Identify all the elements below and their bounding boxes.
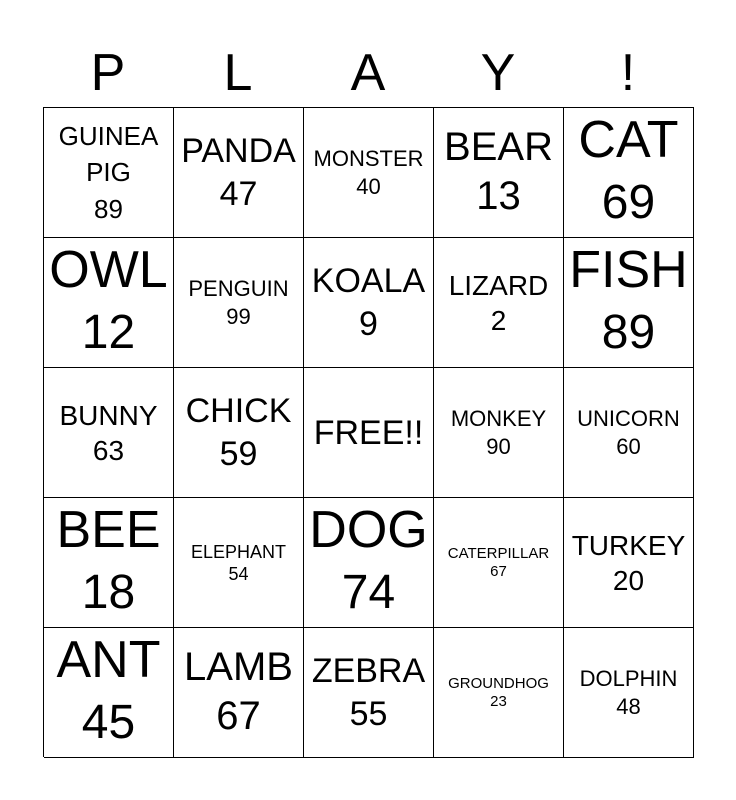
cell-animal: ZEBRA [311, 651, 426, 690]
bingo-cell[interactable] [44, 498, 174, 628]
cell-animal: LAMB [184, 644, 293, 689]
cell-animal: BEAR [444, 124, 553, 169]
bingo-cell[interactable] [174, 368, 304, 498]
cell-animal: PANDA [181, 131, 296, 170]
cell-number: 74 [341, 565, 396, 619]
cell-animal: BUNNY [59, 399, 158, 431]
cell-number: 99 [226, 303, 251, 329]
cell-number: 48 [616, 693, 641, 719]
bingo-cell[interactable] [564, 628, 694, 758]
cell-number: 23 [490, 692, 507, 710]
bingo-cell[interactable] [174, 238, 304, 368]
bingo-cell[interactable] [564, 498, 694, 628]
header-letter-a: A [350, 44, 386, 102]
bingo-cell[interactable] [564, 108, 694, 238]
header-letter-p: P [90, 44, 126, 102]
cell-number: 2 [490, 304, 507, 336]
header-letter-exclamation: ! [620, 44, 636, 102]
cell-animal: GROUNDHOG [448, 674, 549, 692]
cell-number: 67 [490, 562, 507, 580]
cell-animal: BEE [56, 500, 161, 559]
bingo-cell[interactable] [564, 238, 694, 368]
cell-number: 90 [486, 433, 511, 459]
cell-number: 89 [94, 193, 123, 224]
bingo-board [43, 107, 694, 757]
bingo-cell[interactable] [304, 628, 434, 758]
bingo-cell[interactable] [304, 238, 434, 368]
cell-number: 69 [601, 175, 656, 229]
header-letter-y: Y [480, 44, 516, 102]
cell-animal: CHICK [185, 391, 292, 430]
cell-animal: DOG [309, 500, 428, 559]
cell-animal: CAT [578, 110, 679, 169]
cell-animal: MONKEY [450, 405, 547, 431]
cell-animal: OWL [49, 240, 168, 299]
cell-animal: TURKEY [571, 529, 686, 561]
cell-number: 40 [356, 173, 381, 199]
cell-number: 54 [228, 563, 249, 584]
cell-number: 9 [359, 304, 378, 343]
cell-number: 12 [81, 305, 136, 359]
cell-number: 67 [216, 693, 261, 738]
cell-number: 89 [601, 305, 656, 359]
bingo-cell[interactable] [44, 368, 174, 498]
cell-animal: CATERPILLAR [447, 544, 550, 562]
bingo-cell[interactable] [434, 368, 564, 498]
cell-animal: FISH [569, 240, 688, 299]
header-letter-l: L [223, 44, 253, 102]
bingo-cell[interactable] [434, 238, 564, 368]
cell-number: 47 [219, 174, 258, 213]
cell-number: 63 [92, 434, 125, 466]
bingo-cell[interactable] [174, 108, 304, 238]
bingo-cell[interactable] [174, 628, 304, 758]
cell-animal: ELEPHANT [190, 541, 287, 562]
bingo-cell[interactable] [564, 368, 694, 498]
cell-animal: DOLPHIN [579, 665, 678, 691]
cell-animal: GUINEA PIG [58, 120, 159, 187]
cell-animal: LIZARD [448, 269, 549, 301]
bingo-cell[interactable] [434, 498, 564, 628]
bingo-cell[interactable] [434, 628, 564, 758]
bingo-cell[interactable] [44, 108, 174, 238]
free-space-label: FREE!! [313, 413, 424, 452]
cell-number: 55 [349, 694, 388, 733]
bingo-cell[interactable] [44, 628, 174, 758]
bingo-header [43, 38, 693, 108]
cell-number: 13 [476, 173, 521, 218]
bingo-cell[interactable] [434, 108, 564, 238]
bingo-cell[interactable] [304, 498, 434, 628]
cell-number: 59 [219, 434, 258, 473]
cell-animal: MONSTER [313, 145, 424, 171]
bingo-cell[interactable] [304, 108, 434, 238]
bingo-cell[interactable] [174, 498, 304, 628]
cell-number: 20 [612, 564, 645, 596]
cell-number: 45 [81, 695, 136, 749]
cell-number: 18 [81, 565, 136, 619]
cell-animal: UNICORN [577, 405, 680, 431]
cell-animal: ANT [56, 630, 161, 689]
bingo-cell[interactable] [44, 238, 174, 368]
free-space-cell[interactable] [304, 368, 434, 498]
cell-number: 60 [616, 433, 641, 459]
cell-animal: KOALA [311, 261, 426, 300]
cell-animal: PENGUIN [188, 275, 289, 301]
